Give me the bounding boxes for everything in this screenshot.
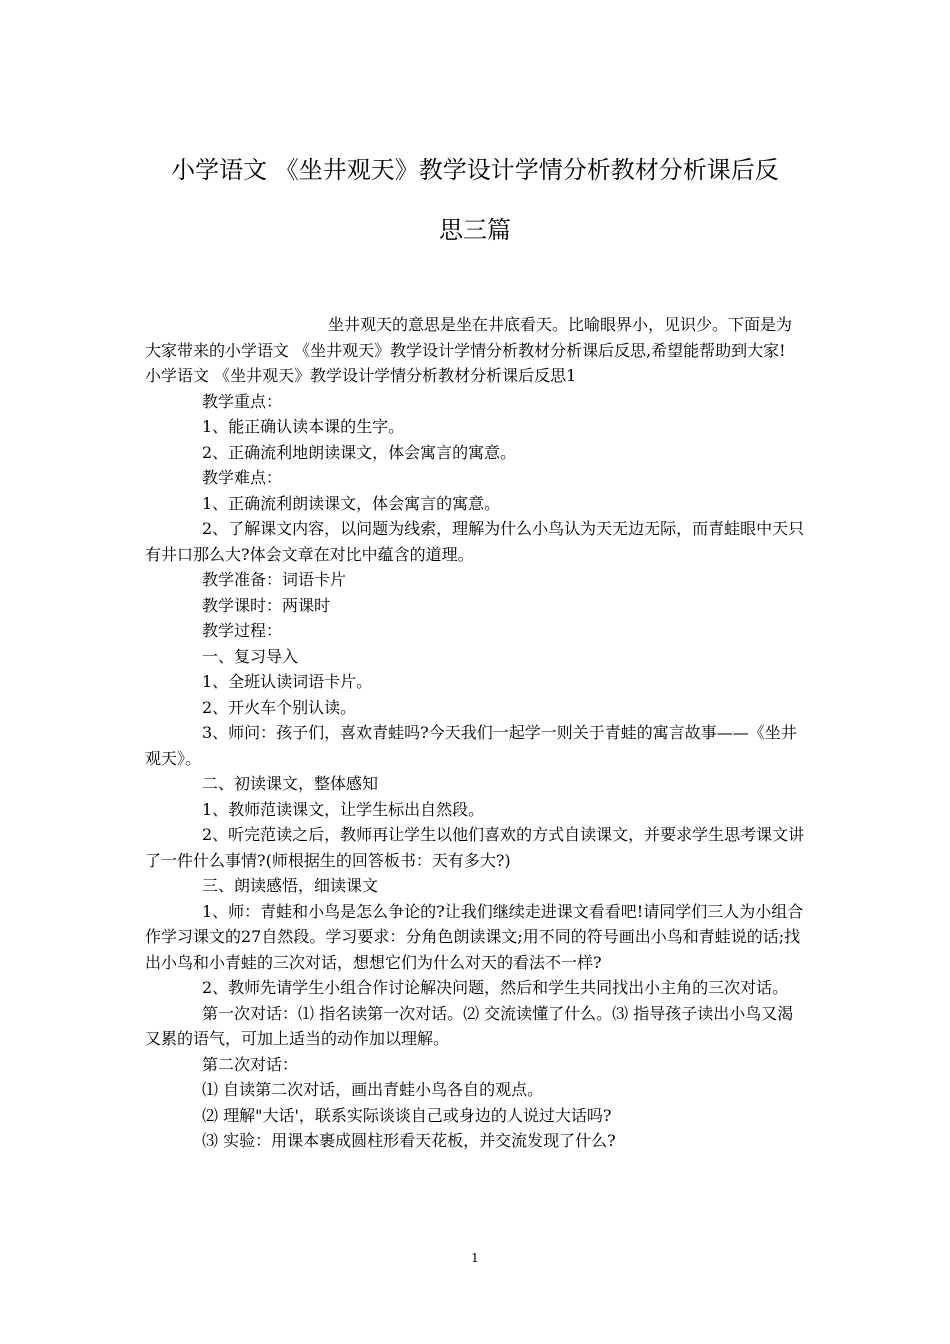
paragraph: 三、朗读感悟，细读课文 xyxy=(202,876,379,895)
paragraph: 1、教师范读课文，让学生标出自然段。 xyxy=(202,799,485,819)
paragraph: 1、全班认读词语卡片。 xyxy=(202,672,373,691)
intro-paragraph: 坐井观天的意思是坐在井底看天。比喻眼界小，见识少。下面是为大家带来的小学语文 《坐井观天》教学设计学情分析教材分析课后反思,希望能帮助到大家! 小学语文 《坐井观天》教学设计学情分析教材分析课后反思1 xyxy=(145,315,818,385)
paragraph: ⑴ 自读第二次对话，画出青蛙小鸟各自的观点。 xyxy=(202,1080,544,1099)
paragraph: 1、正确流利朗读课文，体会寓言的寓意。 xyxy=(202,493,501,513)
document-body xyxy=(145,312,818,1154)
paragraph: 第一次对话：⑴ 指名读第一次对话。⑵ 交流读懂了什么。⑶ 指导孩子读出小鸟又渴又累的语气，可加上适当的动作加以理解。 xyxy=(145,1003,794,1048)
paragraph: 2、教师先请学生小组合作讨论解决问题，然后和学生共同找出小主角的三次对话。 xyxy=(202,978,789,997)
paragraph: 教学难点： xyxy=(202,468,283,487)
paragraph: ⑵ 理解"大话'，联系实际谈谈自己或身边的人说过大话吗? xyxy=(202,1105,612,1125)
paragraph: 3、师问：孩子们，喜欢青蛙吗?今天我们一起学一则关于青蛙的寓言故事——《坐井观天》。 xyxy=(145,723,797,768)
paragraph: 一、复习导入 xyxy=(202,646,299,666)
paragraph: 教学重点： xyxy=(202,391,283,411)
paragraph: ⑶ 实验：用课本裹成圆柱形看天花板，并交流发现了什么? xyxy=(202,1131,616,1150)
title-line-2: 思三篇 xyxy=(439,216,511,244)
paragraph: 2、正确流利地朗读课文，体会寓言的寓意。 xyxy=(202,442,517,462)
paragraph: 教学过程： xyxy=(202,621,283,640)
paragraph: 2、听完范读之后，教师再让学生以他们喜欢的方式自读课文，并要求学生思考课文讲了一件什么事情?(师根据生的回答板书：天有多大?) xyxy=(145,825,805,870)
paragraph: 1、能正确认读本课的生字。 xyxy=(202,417,405,436)
paragraph: 2、开火车个别认读。 xyxy=(202,697,357,717)
paragraph: 教学准备：词语卡片 xyxy=(202,570,347,589)
paragraph: 2、了解课文内容，以问题为线索，理解为什么小鸟认为天无边无际，而青蛙眼中天只有井口那么大?体会文章在对比中蕴含的道理。 xyxy=(145,519,805,564)
page-number: 1 xyxy=(471,1251,479,1265)
paragraph: 教学课时：两课时 xyxy=(202,595,331,615)
paragraph: 二、初读课文，整体感知 xyxy=(202,774,379,793)
paragraph: 第二次对话： xyxy=(202,1054,299,1074)
paragraph: 1、师：青蛙和小鸟是怎么争论的?让我们继续走进课文看看吧!请同学们三人为小组合作学习课文的27自然段。学习要求：分角色朗读课文;用不同的符号画出小鸟和青蛙说的话;找出小鸟和小青蛙的三次对话，想想它们为什么对天的看法不一样? xyxy=(145,901,804,972)
title-line-1: 小学语文 《坐井观天》教学设计学情分析教材分析课后反 xyxy=(171,156,779,184)
